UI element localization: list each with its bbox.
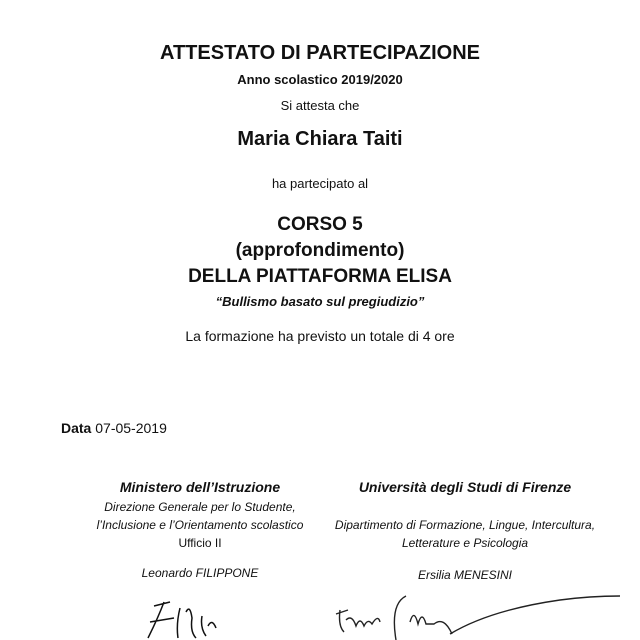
course-number: CORSO 5 <box>277 214 363 235</box>
participant-name: Maria Chiara Taiti <box>237 128 403 150</box>
left-dept1: Direzione Generale per lo Studente, <box>104 500 296 514</box>
left-office: Ufficio II <box>178 536 222 550</box>
attest-text: Si attesta che <box>280 98 360 113</box>
course-type: (approfondimento) <box>235 240 405 261</box>
certificate-title: ATTESTATO DI PARTECIPAZIONE <box>160 42 480 64</box>
right-signature <box>330 590 630 640</box>
right-signatory <box>320 478 610 584</box>
left-signer: Leonardo FILIPPONE <box>141 566 259 580</box>
right-dept1: Dipartimento di Formazione, Lingue, Intercultura, <box>334 518 596 532</box>
hours-text: La formazione ha previsto un totale di 4 ore <box>185 328 455 344</box>
left-signatory <box>80 478 320 582</box>
date-value: 07-05-2019 <box>95 420 167 436</box>
left-signature <box>140 598 220 640</box>
right-signer: Ersilia MENESINI <box>417 568 512 582</box>
right-org: Università degli Studi di Firenze <box>358 479 572 495</box>
course-platform: DELLA PIATTAFORMA ELISA <box>188 266 452 287</box>
school-year: Anno scolastico 2019/2020 <box>237 72 403 87</box>
left-org: Ministero dell’Istruzione <box>119 479 281 495</box>
participated-text: ha partecipato al <box>271 176 369 191</box>
course-subtitle: “Bullismo basato sul pregiudizio” <box>215 294 425 309</box>
date-label: Data <box>61 420 92 436</box>
right-dept2: Letterature e Psicologia <box>401 536 529 550</box>
left-dept2: l’Inclusione e l’Orientamento scolastico <box>96 518 304 532</box>
date <box>61 420 167 436</box>
